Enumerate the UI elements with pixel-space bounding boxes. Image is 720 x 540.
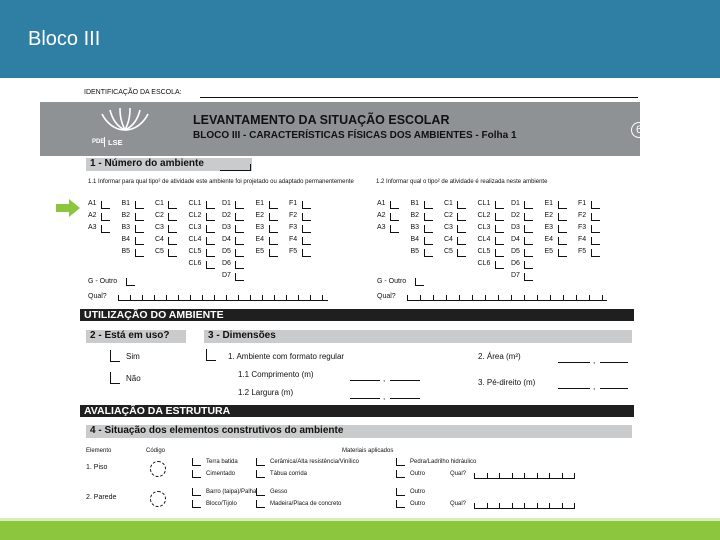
regular-shape-label: 1. Ambiente com formato regular (228, 352, 345, 361)
field-tick (474, 503, 475, 509)
field-tick (474, 473, 475, 479)
width-comma: , (383, 392, 386, 401)
footer-bar (0, 521, 720, 540)
material-checkbox[interactable] (192, 470, 201, 478)
field-tick (142, 295, 143, 301)
activity-checkbox-left-d2[interactable] (235, 213, 244, 221)
activity-checkbox-left-e1[interactable] (269, 201, 278, 209)
question-1-1: 1.1 Informar para qual tipo² de atividade este ambiente foi projetado ou adaptado permanentemente (88, 179, 354, 185)
ceiling-height-label: 3. Pé-direito (m) (478, 378, 536, 387)
field-tick (550, 295, 551, 301)
logo-divider (104, 137, 105, 147)
activity-code-left-f1: F1 (289, 200, 298, 207)
activity-checkbox-left-c2[interactable] (168, 213, 177, 221)
activity-code-left-e3: E3 (255, 224, 265, 231)
field-tick (166, 295, 167, 301)
activity-code-left-cl1: CL1 (188, 200, 202, 207)
activity-code-right-e5: E5 (544, 248, 554, 255)
activity-checkbox-right-d4[interactable] (524, 237, 533, 245)
activity-checkbox-left-c3[interactable] (168, 225, 177, 233)
field-tick (238, 295, 239, 301)
field-tick (549, 503, 550, 509)
col-code-header: Código (146, 448, 166, 454)
activity-code-left-cl5: CL5 (188, 248, 202, 255)
activity-checkbox-right-c4[interactable] (457, 237, 466, 245)
activity-checkbox-left-d6[interactable] (235, 261, 244, 269)
other-checkbox-right[interactable] (415, 278, 424, 286)
material-label: Bloco/Tijolo (206, 501, 237, 507)
field-tick (511, 295, 512, 301)
activity-checkbox-right-d6[interactable] (524, 261, 533, 269)
activity-code-left-cl6: CL6 (188, 260, 202, 267)
activity-code-right-cl6: CL6 (477, 260, 491, 267)
activity-code-right-e2: E2 (544, 212, 554, 219)
activity-code-left-d7: D7 (222, 272, 231, 279)
field-tick (407, 295, 408, 301)
in-use-header: 2 - Está em uso? (90, 330, 170, 341)
activity-checkbox-right-d2[interactable] (524, 213, 533, 221)
activity-checkbox-left-f1[interactable] (302, 201, 311, 209)
activity-code-right-cl2: CL2 (477, 212, 491, 219)
col-element-header: Elemento (86, 448, 112, 454)
activity-checkbox-right-e5[interactable] (558, 249, 567, 257)
activity-code-left-d5: D5 (222, 248, 231, 255)
activity-checkbox-left-f5[interactable] (302, 249, 311, 257)
activity-checkbox-left-d4[interactable] (235, 237, 244, 245)
material-checkbox[interactable] (396, 470, 405, 478)
activity-code-left-d1: D1 (222, 200, 231, 207)
activity-checkbox-left-b2[interactable] (135, 213, 144, 221)
material-label: Madeira/Placa de concreto (270, 501, 342, 507)
utilizacao-header: UTILIZAÇÃO DO AMBIENTE (80, 309, 634, 321)
room-number-tick (250, 164, 251, 171)
activity-checkbox-right-f5[interactable] (591, 249, 600, 257)
in-use-no-label: Não (126, 374, 141, 383)
field-tick (274, 295, 275, 301)
material-label: Outro (410, 471, 426, 477)
ceiling-height-field-dec[interactable] (600, 388, 628, 389)
activity-checkbox-right-b1[interactable] (424, 201, 433, 209)
field-tick (537, 473, 538, 479)
activity-code-left-f4: F4 (289, 236, 298, 243)
activity-code-right-b1: B1 (410, 200, 420, 207)
activity-checkbox-left-d7[interactable] (235, 273, 244, 281)
field-tick (487, 503, 488, 509)
activity-checkbox-right-d5[interactable] (524, 249, 533, 257)
field-tick (524, 473, 525, 479)
other-label-left: G - Outro (88, 278, 118, 285)
dimensions-header: 3 - Dimensões (208, 330, 276, 341)
activity-code-right-cl1: CL1 (477, 200, 491, 207)
activity-checkbox-left-cl5[interactable] (206, 249, 215, 257)
activity-code-left-e2: E2 (255, 212, 265, 219)
activity-checkbox-left-cl6[interactable] (206, 261, 215, 269)
activity-checkbox-right-e3[interactable] (558, 225, 567, 233)
in-use-yes-checkbox[interactable] (110, 350, 120, 362)
activity-code-right-d1: D1 (511, 200, 520, 207)
field-tick (298, 295, 299, 301)
in-use-yes-label: Sim (126, 352, 140, 361)
section1-header: 1 - Número do ambiente (90, 158, 204, 169)
which-label-left: Qual? (88, 293, 107, 300)
activity-code-right-b5: B5 (410, 248, 420, 255)
activity-code-left-cl2: CL2 (188, 212, 202, 219)
activity-code-right-f3: F3 (578, 224, 587, 231)
code-circle-field[interactable] (150, 461, 166, 477)
activity-checkbox-right-b4[interactable] (424, 237, 433, 245)
field-tick (576, 295, 577, 301)
field-tick (512, 473, 513, 479)
which-field-left[interactable] (118, 300, 328, 301)
activity-checkbox-right-cl6[interactable] (495, 261, 504, 269)
activity-code-left-a1: A1 (88, 200, 97, 207)
activity-code-right-d7: D7 (511, 272, 520, 279)
field-tick (537, 503, 538, 509)
field-tick (563, 295, 564, 301)
activity-checkbox-right-e1[interactable] (558, 201, 567, 209)
material-label: Cerâmica/Alta resistência/Vinílico (270, 459, 359, 465)
other-checkbox-left[interactable] (126, 278, 135, 286)
activity-checkbox-right-f3[interactable] (591, 225, 600, 233)
area-field-int[interactable] (558, 362, 590, 363)
activity-code-left-c5: C5 (155, 248, 164, 255)
material-which-label: Qual? (450, 471, 467, 477)
logo-text-right: LSE (108, 138, 123, 147)
sheet-number-badge: 6 (631, 122, 647, 138)
activity-code-right-e1: E1 (544, 200, 554, 207)
activity-checkbox-left-e4[interactable] (269, 237, 278, 245)
activity-code-left-c3: C3 (155, 224, 164, 231)
activity-code-left-d6: D6 (222, 260, 231, 267)
activity-code-right-c3: C3 (444, 224, 453, 231)
activity-code-right-c2: C2 (444, 212, 453, 219)
field-tick (499, 473, 500, 479)
activity-code-right-a1: A1 (377, 200, 386, 207)
in-use-no-checkbox[interactable] (110, 372, 120, 384)
material-label: Outro (410, 501, 426, 507)
ceiling-height-comma: , (593, 382, 596, 391)
material-label: Barro (taipa)/Palha (206, 489, 257, 495)
field-tick (487, 473, 488, 479)
activity-checkbox-left-cl3[interactable] (206, 225, 215, 233)
activity-checkbox-left-c5[interactable] (168, 249, 177, 257)
activity-checkbox-left-e2[interactable] (269, 213, 278, 221)
material-checkbox[interactable] (192, 458, 201, 466)
section4-header: 4 - Situação dos elementos construtivos do ambiente (90, 425, 344, 436)
activity-code-right-a3: A3 (377, 224, 386, 231)
field-tick (537, 295, 538, 301)
activity-checkbox-left-f3[interactable] (302, 225, 311, 233)
material-label: Tábua corrida (270, 471, 308, 477)
field-tick (485, 295, 486, 301)
logo-text-left: PDE (92, 139, 105, 145)
activity-checkbox-right-b3[interactable] (424, 225, 433, 233)
field-tick (118, 295, 119, 301)
activity-checkbox-left-a2[interactable] (101, 213, 110, 221)
material-checkbox[interactable] (256, 458, 265, 466)
field-tick (178, 295, 179, 301)
material-label: Terra batida (206, 459, 238, 465)
field-tick (446, 295, 447, 301)
activity-checkbox-left-b3[interactable] (135, 225, 144, 233)
activity-checkbox-left-a1[interactable] (101, 201, 110, 209)
material-label: Pedra/Ladrilho hidráulico (410, 459, 477, 465)
field-tick (562, 503, 563, 509)
activity-code-right-b4: B4 (410, 236, 420, 243)
length-field-dec[interactable] (390, 380, 420, 381)
activity-code-right-b3: B3 (410, 224, 420, 231)
material-checkbox[interactable] (396, 458, 405, 466)
length-comma: , (383, 374, 386, 383)
which-label-right: Qual? (377, 293, 396, 300)
activity-checkbox-right-f2[interactable] (591, 213, 600, 221)
area-label: 2. Área (m²) (478, 352, 521, 361)
field-tick (574, 503, 575, 509)
material-label: Cimentado (206, 471, 236, 477)
field-tick (226, 295, 227, 301)
activity-checkbox-right-cl5[interactable] (495, 249, 504, 257)
activity-code-left-b2: B2 (121, 212, 131, 219)
width-field-dec[interactable] (390, 398, 420, 399)
activity-code-left-e1: E1 (255, 200, 265, 207)
activity-checkbox-left-f2[interactable] (302, 213, 311, 221)
field-tick (549, 473, 550, 479)
area-comma: , (593, 356, 596, 365)
activity-checkbox-right-c5[interactable] (457, 249, 466, 257)
activity-code-left-c4: C4 (155, 236, 164, 243)
material-checkbox[interactable] (396, 500, 405, 508)
activity-checkbox-right-c3[interactable] (457, 225, 466, 233)
activity-checkbox-right-a3[interactable] (390, 225, 399, 233)
activity-checkbox-left-d3[interactable] (235, 225, 244, 233)
material-checkbox[interactable] (256, 470, 265, 478)
material-checkbox[interactable] (396, 488, 405, 496)
col-materials-header: Materiais aplicados (342, 448, 394, 454)
activity-code-right-e4: E4 (544, 236, 554, 243)
activity-code-left-d3: D3 (222, 224, 231, 231)
field-tick (322, 295, 323, 301)
activity-checkbox-right-a2[interactable] (390, 213, 399, 221)
activity-code-right-cl3: CL3 (477, 224, 491, 231)
room-number-field[interactable] (220, 170, 250, 171)
activity-code-right-d2: D2 (511, 212, 520, 219)
activity-code-right-d6: D6 (511, 260, 520, 267)
activity-code-left-d4: D4 (222, 236, 231, 243)
activity-checkbox-left-b5[interactable] (135, 249, 144, 257)
field-tick (499, 503, 500, 509)
avaliacao-header: AVALIAÇÃO DA ESTRUTURA (80, 405, 634, 417)
activity-checkbox-left-a3[interactable] (101, 225, 110, 233)
field-tick (498, 295, 499, 301)
width-label: 1.2 Largura (m) (238, 388, 294, 397)
activity-code-left-b4: B4 (121, 236, 131, 243)
activity-checkbox-right-cl3[interactable] (495, 225, 504, 233)
activity-checkbox-left-b1[interactable] (135, 201, 144, 209)
activity-code-right-c4: C4 (444, 236, 453, 243)
material-label: Outro (410, 489, 426, 495)
element-name: 2. Parede (86, 494, 117, 501)
material-checkbox[interactable] (256, 488, 265, 496)
activity-code-left-d2: D2 (222, 212, 231, 219)
field-tick (190, 295, 191, 301)
activity-code-right-f1: F1 (578, 200, 587, 207)
school-id-field[interactable] (200, 97, 638, 98)
field-tick (512, 503, 513, 509)
activity-code-right-cl5: CL5 (477, 248, 491, 255)
question-1-2: 1.2 Informar qual o tipo² de atividade é realizada neste ambiente (376, 179, 548, 185)
field-tick (310, 295, 311, 301)
activity-checkbox-right-c2[interactable] (457, 213, 466, 221)
activity-checkbox-right-f1[interactable] (591, 201, 600, 209)
activity-checkbox-right-cl1[interactable] (495, 201, 504, 209)
activity-code-right-b2: B2 (410, 212, 420, 219)
pde-lse-logo (98, 106, 152, 148)
activity-code-left-b1: B1 (121, 200, 131, 207)
activity-checkbox-left-d5[interactable] (235, 249, 244, 257)
field-tick (433, 295, 434, 301)
activity-code-left-b3: B3 (121, 224, 131, 231)
field-tick (524, 295, 525, 301)
length-label: 1.1 Comprimento (m) (238, 370, 314, 379)
activity-code-left-c1: C1 (155, 200, 164, 207)
activity-code-right-f5: F5 (578, 248, 587, 255)
slide-header-bar (0, 0, 720, 78)
field-tick (562, 473, 563, 479)
activity-checkbox-right-e4[interactable] (558, 237, 567, 245)
activity-code-left-e4: E4 (255, 236, 265, 243)
activity-code-right-a2: A2 (377, 212, 386, 219)
activity-code-left-f3: F3 (289, 224, 298, 231)
field-tick (472, 295, 473, 301)
activity-checkbox-right-cl4[interactable] (495, 237, 504, 245)
activity-checkbox-left-e5[interactable] (269, 249, 278, 257)
field-tick (202, 295, 203, 301)
field-tick (250, 295, 251, 301)
activity-checkbox-left-c4[interactable] (168, 237, 177, 245)
field-tick (459, 295, 460, 301)
activity-code-left-e5: E5 (255, 248, 265, 255)
form-title: LEVANTAMENTO DA SITUAÇÃO ESCOLAR (193, 113, 450, 127)
field-tick (602, 295, 603, 301)
width-field-int[interactable] (350, 398, 380, 399)
school-id-label: IDENTIFICAÇÃO DA ESCOLA: (84, 89, 182, 96)
which-field-right[interactable] (407, 300, 607, 301)
activity-code-right-f2: F2 (578, 212, 587, 219)
element-name: 1. Piso (86, 464, 108, 471)
activity-code-right-c5: C5 (444, 248, 453, 255)
activity-code-left-b5: B5 (121, 248, 131, 255)
regular-shape-checkbox[interactable] (206, 349, 216, 361)
activity-checkbox-right-e2[interactable] (558, 213, 567, 221)
activity-checkbox-right-b2[interactable] (424, 213, 433, 221)
activity-code-right-d3: D3 (511, 224, 520, 231)
activity-checkbox-right-a1[interactable] (390, 201, 399, 209)
activity-code-right-d4: D4 (511, 236, 520, 243)
activity-checkbox-left-e3[interactable] (269, 225, 278, 233)
activity-checkbox-left-b4[interactable] (135, 237, 144, 245)
activity-code-right-c1: C1 (444, 200, 453, 207)
activity-code-left-f2: F2 (289, 212, 298, 219)
activity-code-right-d5: D5 (511, 248, 520, 255)
arrow-right-icon (56, 199, 80, 217)
activity-code-right-f4: F4 (578, 236, 587, 243)
slide-title: Bloco III (28, 28, 101, 50)
field-tick (154, 295, 155, 301)
activity-code-left-cl4: CL4 (188, 236, 202, 243)
activity-checkbox-right-f4[interactable] (591, 237, 600, 245)
activity-code-left-a3: A3 (88, 224, 97, 231)
activity-checkbox-right-cl2[interactable] (495, 213, 504, 221)
survey-form (80, 84, 643, 516)
material-checkbox[interactable] (192, 500, 201, 508)
field-tick (262, 295, 263, 301)
field-tick (214, 295, 215, 301)
form-subtitle: BLOCO III - CARACTERÍSTICAS FÍSICAS DOS AMBIENTES - Folha 1 (193, 130, 517, 141)
activity-checkbox-left-cl1[interactable] (206, 201, 215, 209)
activity-checkbox-right-b5[interactable] (424, 249, 433, 257)
activity-checkbox-right-d3[interactable] (524, 225, 533, 233)
activity-checkbox-right-d7[interactable] (524, 273, 533, 281)
field-tick (589, 295, 590, 301)
activity-checkbox-left-d1[interactable] (235, 201, 244, 209)
field-tick (130, 295, 131, 301)
activity-code-right-cl4: CL4 (477, 236, 491, 243)
material-checkbox[interactable] (192, 488, 201, 496)
activity-code-left-f5: F5 (289, 248, 298, 255)
material-checkbox[interactable] (256, 500, 265, 508)
activity-checkbox-left-c1[interactable] (168, 201, 177, 209)
activity-code-left-a2: A2 (88, 212, 97, 219)
field-tick (524, 503, 525, 509)
field-tick (286, 295, 287, 301)
activity-checkbox-left-cl2[interactable] (206, 213, 215, 221)
activity-checkbox-right-d1[interactable] (524, 201, 533, 209)
activity-code-left-c2: C2 (155, 212, 164, 219)
activity-checkbox-left-cl4[interactable] (206, 237, 215, 245)
activity-checkbox-right-c1[interactable] (457, 201, 466, 209)
other-label-right: G - Outro (377, 278, 407, 285)
material-which-label: Qual? (450, 501, 467, 507)
ceiling-height-field-int[interactable] (558, 388, 590, 389)
activity-checkbox-left-f4[interactable] (302, 237, 311, 245)
activity-code-right-e3: E3 (544, 224, 554, 231)
length-field-int[interactable] (350, 380, 380, 381)
activity-code-left-cl3: CL3 (188, 224, 202, 231)
field-tick (574, 473, 575, 479)
area-field-dec[interactable] (600, 362, 628, 363)
field-tick (420, 295, 421, 301)
code-circle-field[interactable] (150, 491, 166, 507)
material-label: Gesso (270, 489, 288, 495)
